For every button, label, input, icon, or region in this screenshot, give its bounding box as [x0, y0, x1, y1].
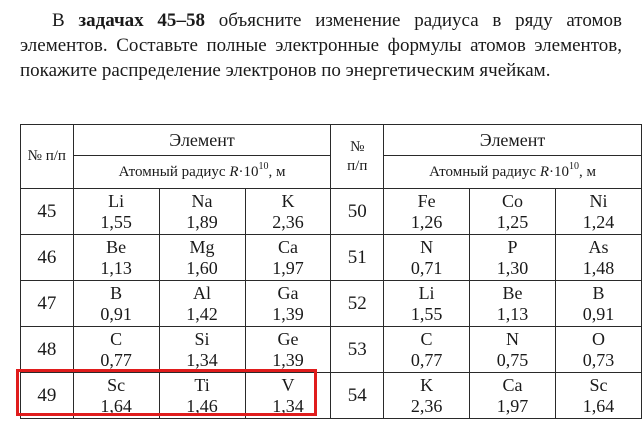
atomic-radius-value: 1,39 [272, 349, 304, 370]
atomic-radius-value: 1,60 [186, 257, 218, 278]
intro-bold-range-start: задачах 45 [78, 10, 177, 31]
task-intro [20, 8, 622, 83]
atomic-radius-value: 1,26 [410, 211, 443, 232]
task-number: 47 [21, 281, 74, 327]
header-row-number: № п/п [21, 125, 74, 189]
atomic-radius-value: 1,39 [272, 303, 304, 324]
element-symbol: C [110, 328, 123, 349]
task-number: 48 [21, 327, 74, 373]
table-row [21, 327, 642, 373]
element-cell-left [245, 281, 331, 327]
atomic-radius-value: 0,75 [496, 349, 529, 370]
element-symbol: Be [502, 282, 523, 303]
element-cell-left [73, 327, 159, 373]
atomic-radius-value: 0,77 [100, 349, 132, 370]
task-number-right: 51 [331, 235, 384, 281]
element-symbol: Fe [417, 190, 436, 211]
element-symbol: Ca [502, 374, 523, 395]
header-radius-left: Атомный радиус $R\cdot 10^{10}$, м [73, 156, 331, 189]
element-cell-left [159, 281, 245, 327]
table-row [21, 189, 642, 235]
atomic-radius-value: 0,73 [582, 349, 615, 370]
element-symbol: As [588, 236, 609, 257]
table-row [21, 373, 642, 419]
element-cell-right [384, 189, 470, 235]
element-cell-right [470, 327, 556, 373]
element-symbol: Be [106, 236, 127, 257]
element-cell-left [245, 373, 331, 419]
element-symbol: K [420, 374, 434, 395]
element-cell-right [555, 189, 641, 235]
element-symbol: Li [108, 190, 125, 211]
atomic-radius-value: 1,97 [496, 395, 529, 416]
element-symbol: K [281, 190, 295, 211]
atomic-radius-value: 1,34 [272, 395, 304, 416]
atomic-radius-value: 1,89 [186, 211, 218, 232]
element-cell-right [555, 373, 641, 419]
atomic-radius-value: 1,13 [100, 257, 132, 278]
element-cell-right [555, 327, 641, 373]
atomic-radius-value: 1,42 [186, 303, 218, 324]
element-cell-right [384, 327, 470, 373]
task-number-right: 53 [331, 327, 384, 373]
header-element-right: Элемент [384, 125, 642, 156]
element-symbol: Ni [589, 190, 608, 211]
element-symbol: Si [194, 328, 210, 349]
header-element-left: Элемент [73, 125, 331, 156]
element-symbol: N [506, 328, 519, 349]
element-symbol: P [507, 236, 518, 257]
element-symbol: Mg [189, 236, 215, 257]
intro-text: объясните изменение радиуса в ряду атомов элементов. Составьте полные электронные формулы атомов элементов, покажите распределение электронов по энергетическим ячейкам. [20, 10, 622, 81]
element-cell-left [245, 327, 331, 373]
element-symbol: Sc [589, 374, 608, 395]
intro-prefix: В [52, 10, 79, 31]
task-number-right: 50 [331, 189, 384, 235]
element-symbol: C [420, 328, 433, 349]
atomic-radius-value: 1,64 [582, 395, 615, 416]
element-cell-left [245, 235, 331, 281]
table-row [21, 235, 642, 281]
atomic-radius-value: 1,34 [186, 349, 218, 370]
element-symbol: Ga [277, 282, 299, 303]
header-row-number-right: № п/п [331, 125, 384, 189]
atomic-radius-value: 1,55 [100, 211, 132, 232]
atomic-radius-value: 1,24 [582, 211, 615, 232]
task-number: 46 [21, 235, 74, 281]
element-cell-right [470, 373, 556, 419]
element-cell-right [470, 281, 556, 327]
element-cell-left [73, 373, 159, 419]
element-symbol: Al [193, 282, 212, 303]
element-cell-left [73, 281, 159, 327]
atomic-radius-value: 0,77 [410, 349, 443, 370]
element-symbol: N [420, 236, 434, 257]
atomic-radius-value: 0,91 [100, 303, 132, 324]
element-symbol: Ge [277, 328, 299, 349]
element-cell-left [159, 327, 245, 373]
task-number: 45 [21, 189, 74, 235]
element-symbol: Li [418, 282, 435, 303]
element-symbol: Na [191, 190, 213, 211]
element-symbol: B [110, 282, 123, 303]
atomic-radius-value: 0,91 [582, 303, 615, 324]
element-cell-left [245, 189, 331, 235]
atomic-radius-value: 1,55 [410, 303, 443, 324]
atomic-radius-value: 2,36 [410, 395, 443, 416]
task-number: 49 [21, 373, 74, 419]
element-cell-right [555, 281, 641, 327]
atomic-radius-value: 1,64 [100, 395, 132, 416]
header-radius-right: Атомный радиус $R\cdot 10^{10}$, м [384, 156, 642, 189]
task-number-right: 54 [331, 373, 384, 419]
element-cell-left [159, 189, 245, 235]
element-symbol: Sc [107, 374, 126, 395]
atomic-radius-value: 1,46 [186, 395, 218, 416]
element-cell-left [73, 235, 159, 281]
element-symbol: Co [501, 190, 523, 211]
intro-bold-dash: – [176, 10, 186, 31]
element-cell-right [384, 373, 470, 419]
element-symbol: O [591, 328, 605, 349]
elements-table [20, 124, 642, 419]
element-cell-left [73, 189, 159, 235]
table-row [21, 281, 642, 327]
atomic-radius-value: 2,36 [272, 211, 304, 232]
atomic-radius-value: 1,25 [496, 211, 529, 232]
element-cell-right [470, 235, 556, 281]
element-cell-right [470, 189, 556, 235]
element-symbol: Ca [277, 236, 298, 257]
element-cell-right [384, 281, 470, 327]
atomic-radius-value: 0,71 [410, 257, 443, 278]
element-cell-right [555, 235, 641, 281]
element-cell-right [384, 235, 470, 281]
task-number-right: 52 [331, 281, 384, 327]
element-symbol: V [281, 374, 295, 395]
atomic-radius-value: 1,48 [582, 257, 615, 278]
atomic-radius-value: 1,30 [496, 257, 529, 278]
element-cell-left [159, 373, 245, 419]
intro-bold-range-end: 58 [185, 10, 205, 31]
element-cell-left [159, 235, 245, 281]
element-symbol: Ti [194, 374, 210, 395]
atomic-radius-value: 1,13 [496, 303, 529, 324]
atomic-radius-value: 1,97 [272, 257, 304, 278]
element-symbol: B [592, 282, 605, 303]
